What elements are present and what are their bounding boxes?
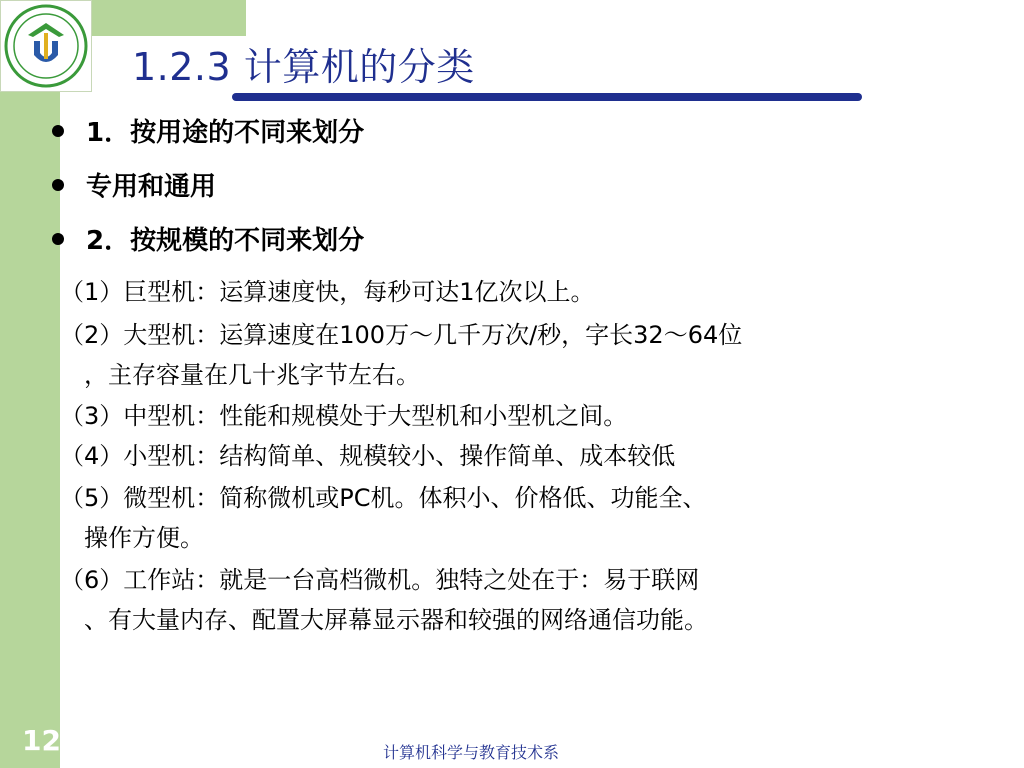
title-underline: [232, 93, 862, 101]
bullet-item: [52, 166, 216, 203]
left-sidebar-band: [0, 0, 60, 768]
bullet-text: 2．按规模的不同来划分: [86, 226, 365, 256]
text-line: （3）中型机：性能和规模处于大型机和小型机之间。: [60, 402, 628, 430]
university-logo: [0, 0, 92, 92]
text-line: 、有大量内存、配置大屏幕显示器和较强的网络通信功能。: [84, 606, 708, 634]
bullet-dot: [52, 179, 64, 191]
text-line: （5）微型机：简称微机或PC机。体积小、价格低、功能全、: [60, 484, 707, 512]
bullet-item: [52, 220, 364, 257]
bullet-text: 1．按用途的不同来划分: [86, 118, 365, 148]
bullet-text: 专用和通用: [86, 172, 217, 202]
text-line: （1）巨型机：运算速度快，每秒可达1亿次以上。: [60, 278, 595, 306]
bullet-dot: [52, 125, 64, 137]
text-line: （4）小型机：结构简单、规模较小、操作简单、成本较低: [60, 442, 676, 470]
text-line: （2）大型机：运算速度在100万～几千万次/秒，字长32～64位: [60, 321, 743, 349]
slide-title: 1.2.3 计算机的分类: [132, 45, 475, 89]
text-line: ，主存容量在几十兆字节左右。: [84, 361, 420, 389]
bullet-item: [52, 112, 364, 149]
footer-department: 计算机科学与教育技术系: [383, 743, 560, 762]
text-line: 操作方便。: [84, 524, 204, 552]
page-number: 12: [22, 724, 61, 757]
text-line: （6）工作站：就是一台高档微机。独特之处在于：易于联网: [60, 566, 700, 594]
university-emblem-icon: [3, 3, 89, 89]
bullet-dot: [52, 233, 64, 245]
